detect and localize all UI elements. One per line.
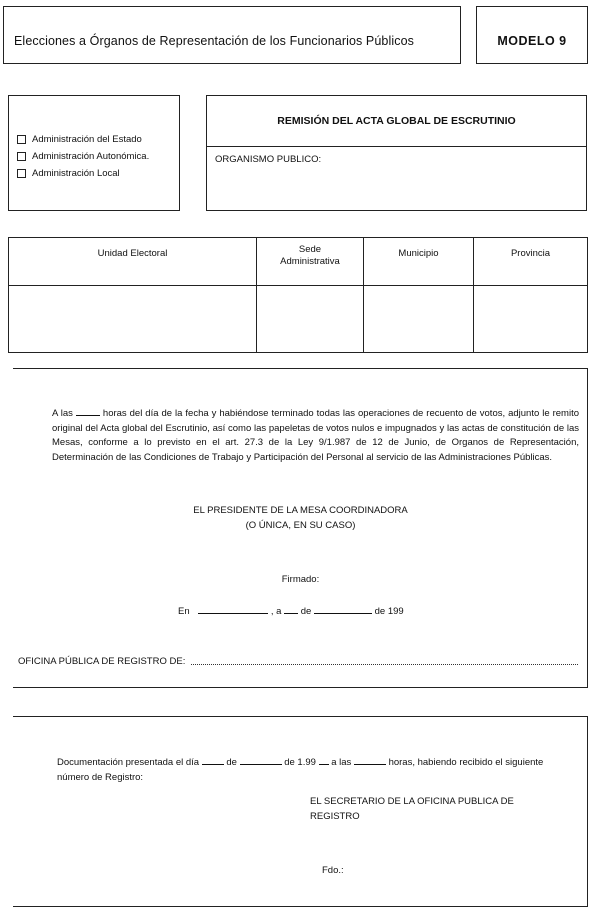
doc-hours-blank[interactable] xyxy=(354,755,386,765)
model-label: MODELO 9 xyxy=(497,34,567,48)
signed-label: Firmado: xyxy=(281,574,320,585)
model-box xyxy=(476,6,588,64)
administration-box xyxy=(8,95,180,211)
cell-sede-administrativa[interactable] xyxy=(257,286,364,353)
checkbox-local[interactable] xyxy=(17,169,26,178)
organismo-label: ORGANISMO PUBLICO: xyxy=(215,154,322,165)
secretary-title xyxy=(310,795,550,824)
act-remission-block xyxy=(13,368,588,688)
office-label: OFICINA PÚBLICA DE REGISTRO DE: xyxy=(18,656,186,667)
checkbox-autonomica[interactable] xyxy=(17,152,26,161)
admin-option-estado[interactable] xyxy=(17,133,142,146)
fdo-label: Fdo.: xyxy=(322,865,344,876)
place-blank[interactable] xyxy=(198,604,268,614)
cell-municipio[interactable] xyxy=(364,286,474,353)
doc-de: de xyxy=(226,757,237,768)
admin-option-label: Administración Local xyxy=(32,168,120,179)
place-prefix: En xyxy=(178,606,190,617)
secretary-line-2: REGISTRO xyxy=(310,810,360,822)
header-unidad-electoral: Unidad Electoral xyxy=(9,238,257,286)
checkbox-estado[interactable] xyxy=(17,135,26,144)
para-start: A las xyxy=(52,408,73,419)
day-blank[interactable] xyxy=(284,604,298,614)
doc-rest: horas, habiendo recibido el siguiente número de Registro: xyxy=(57,757,544,783)
month-blank[interactable] xyxy=(314,604,372,614)
electoral-unit-table xyxy=(8,237,588,353)
admin-option-label: Administración Autonómica. xyxy=(32,151,150,162)
act-paragraph xyxy=(52,406,579,465)
office-line xyxy=(18,656,578,667)
registry-paragraph xyxy=(57,755,557,785)
registry-block xyxy=(13,716,588,907)
cell-unidad-electoral[interactable] xyxy=(9,286,257,353)
remission-box xyxy=(206,95,587,211)
doc-prefix: Documentación presentada el día xyxy=(57,757,200,768)
cell-provincia[interactable] xyxy=(474,286,588,353)
president-signature-title xyxy=(13,504,588,533)
admin-option-label: Administración del Estado xyxy=(32,134,142,145)
remission-title: REMISIÓN DEL ACTA GLOBAL DE ESCRUTINIO xyxy=(207,96,586,147)
secretary-line-1: EL SECRETARIO DE LA OFICINA PUBLICA DE xyxy=(310,796,514,807)
place-date-line xyxy=(178,604,404,617)
hours-blank[interactable] xyxy=(76,406,100,416)
doc-alas: a las xyxy=(331,757,352,768)
place-year: de 199 xyxy=(374,606,404,617)
president-line-1: EL PRESIDENTE DE LA MESA COORDINADORA xyxy=(193,505,408,516)
doc-month-blank[interactable] xyxy=(240,755,282,765)
para-rest: horas del día de la fecha y habiéndose terminado todas las operaciones de recuento de votos, adjunto le remito original del Acta global del Escrutinio, así como las papeletas de votos nulos e impugnados y las actas de constitución de las Mesas, conforme a lo previsto en el art. 27.3 de la Ley 9/1.987 de 12 de Junio, de Organos de Representación, Determinación de las Condiciones de Trabajo y Participación del Personal al servicio de las Administraciones Públicas. xyxy=(52,408,580,463)
admin-option-autonomica[interactable] xyxy=(17,150,149,163)
doc-year-blank[interactable] xyxy=(319,755,329,765)
admin-option-local[interactable] xyxy=(17,167,120,180)
president-line-2: (O ÚNICA, EN SU CASO) xyxy=(245,519,356,531)
place-de: de xyxy=(300,606,312,617)
header-sede-administrativa: Sede Administrativa xyxy=(257,238,364,286)
place-a: , a xyxy=(270,606,282,617)
office-dotted-field[interactable] xyxy=(191,664,578,665)
doc-year: de 1.99 xyxy=(284,757,316,768)
form-title: Elecciones a Órganos de Representación de los Funcionarios Públicos xyxy=(14,34,414,48)
form-title-box xyxy=(3,6,461,64)
header-municipio: Municipio xyxy=(364,238,474,286)
header-provincia: Provincia xyxy=(474,238,588,286)
doc-day-blank[interactable] xyxy=(202,755,224,765)
